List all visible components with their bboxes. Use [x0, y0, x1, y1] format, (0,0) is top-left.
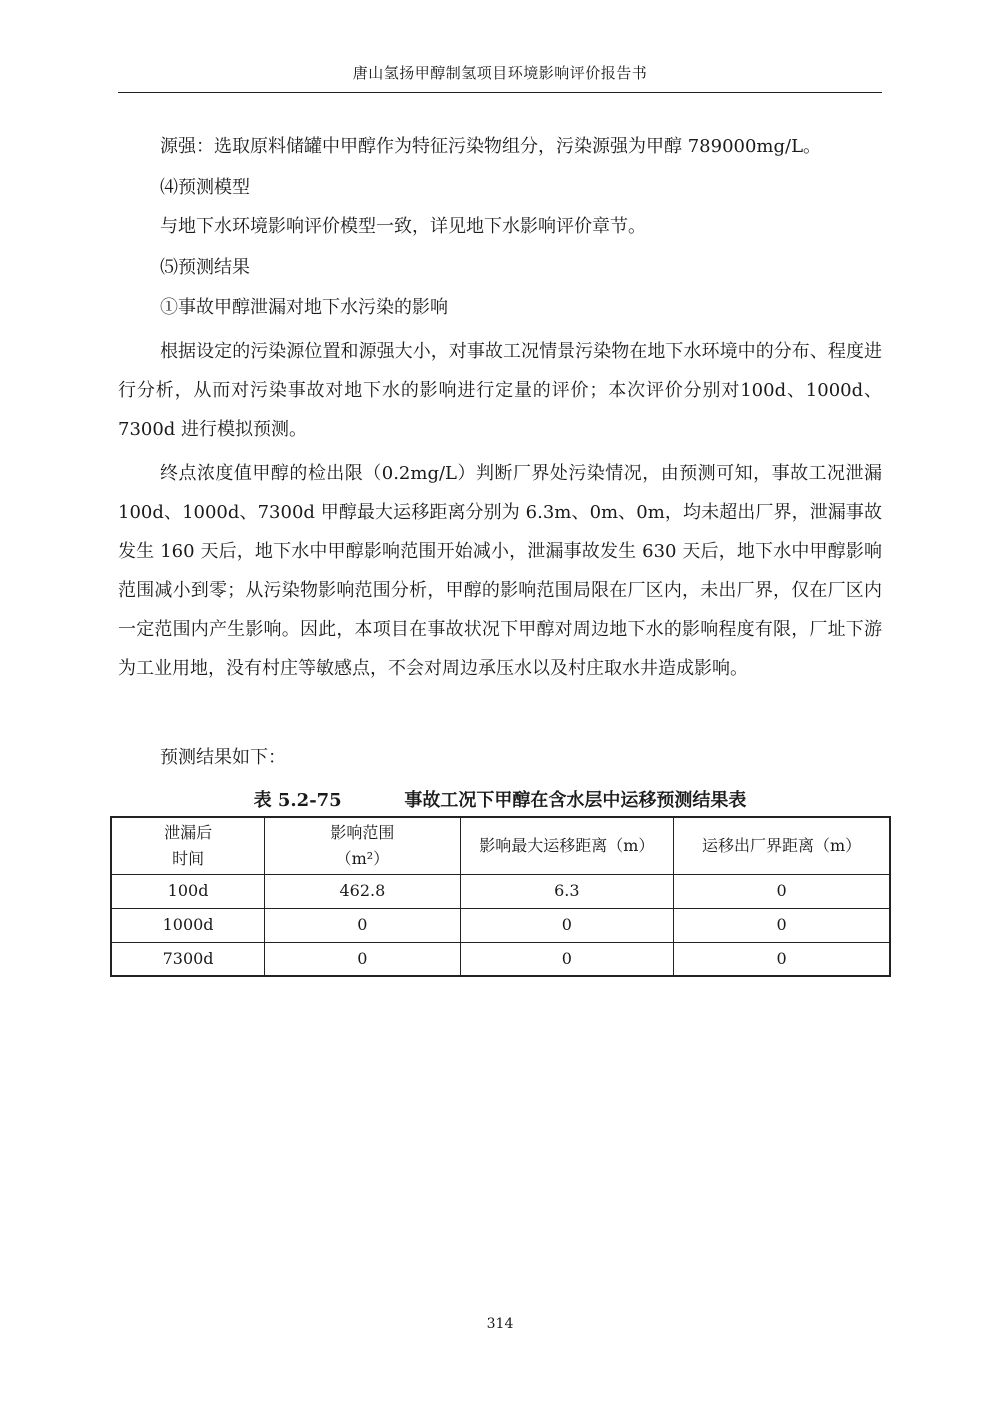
running-header: 唐山氢扬甲醇制氢项目环境影响评价报告书 — [352, 64, 648, 82]
paragraph-prediction-findings: 终点浓度值甲醇的检出限（0.2mg/L）判断厂界处污染情况，由预测可知，事故工况泄漏 100d、1000d、7300d 甲醇最大运移距离分别为 6.3m、0m、0m，均未超出厂界，泄漏事故发生 160 天后，地下水中甲醇影响范围开始减小，泄漏事故发生 630 天后，地下水中甲醇影响范围减小到零；从污染物影响范围分析，甲醇的影响范围局限在厂区内，未出厂界，仅在厂区内一定范围内产生影响。因此，本项目在事故状况下甲醇对周边地下水的影响程度有限，厂址下游为工业用地，没有村庄等敏感点，不会对周边承压水以及村庄取水井造成影响。 — [118, 463, 882, 679]
table-header-row — [111, 817, 890, 874]
header-leak-time — [111, 817, 265, 874]
heading-prediction-model: ⑷预测模型 — [160, 177, 250, 198]
cell-time: 100d — [111, 874, 265, 908]
header-impact-area-line1: 影响范围 — [330, 822, 395, 842]
header-max-distance: 影响最大运移距离（m） — [460, 817, 673, 874]
header-leak-time-line2: 时间 — [172, 848, 205, 868]
heading-prediction-results: ⑸预测结果 — [160, 257, 250, 278]
paragraph-model-reference: 与地下水环境影响评价模型一致，详见地下水影响评价章节。 — [160, 216, 646, 237]
cell-time: 7300d — [111, 942, 265, 976]
header-impact-area-line2: （m²） — [335, 848, 390, 868]
cell-max-distance: 0 — [460, 942, 673, 976]
paragraph-results-intro: 预测结果如下： — [160, 747, 286, 768]
table-caption: 表 5.2-75 事故工况下甲醇在含水层中运移预测结果表 — [253, 790, 747, 811]
header-impact-area — [265, 817, 461, 874]
cell-out-distance: 0 — [674, 874, 890, 908]
cell-area: 462.8 — [265, 874, 461, 908]
header-out-distance: 运移出厂界距离（m） — [674, 817, 890, 874]
cell-area: 0 — [265, 908, 461, 942]
cell-area: 0 — [265, 942, 461, 976]
cell-time: 1000d — [111, 908, 265, 942]
header-divider — [118, 92, 882, 93]
paragraph-analysis-method: 根据设定的污染源位置和源强大小，对事故工况情景污染物在地下水环境中的分布、程度进行分析，从而对污染事故对地下水的影响进行定量的评价；本次评价分别对100d、1000d、7300d 进行模拟预测。 — [118, 341, 882, 440]
cell-out-distance: 0 — [674, 908, 890, 942]
paragraph-source-strength: 源强：选取原料储罐中甲醇作为特征污染物组分，污染源强为甲醇 789000mg/L。 — [160, 136, 822, 157]
header-leak-time-line1: 泄漏后 — [164, 822, 213, 842]
table-row — [111, 874, 890, 908]
table-row — [111, 908, 890, 942]
results-table — [110, 816, 891, 977]
page-number: 314 — [486, 1316, 514, 1332]
cell-max-distance: 0 — [460, 908, 673, 942]
cell-out-distance: 0 — [674, 942, 890, 976]
cell-max-distance: 6.3 — [460, 874, 673, 908]
subheading-methanol-leak: ①事故甲醇泄漏对地下水污染的影响 — [160, 297, 448, 318]
table-row — [111, 942, 890, 976]
